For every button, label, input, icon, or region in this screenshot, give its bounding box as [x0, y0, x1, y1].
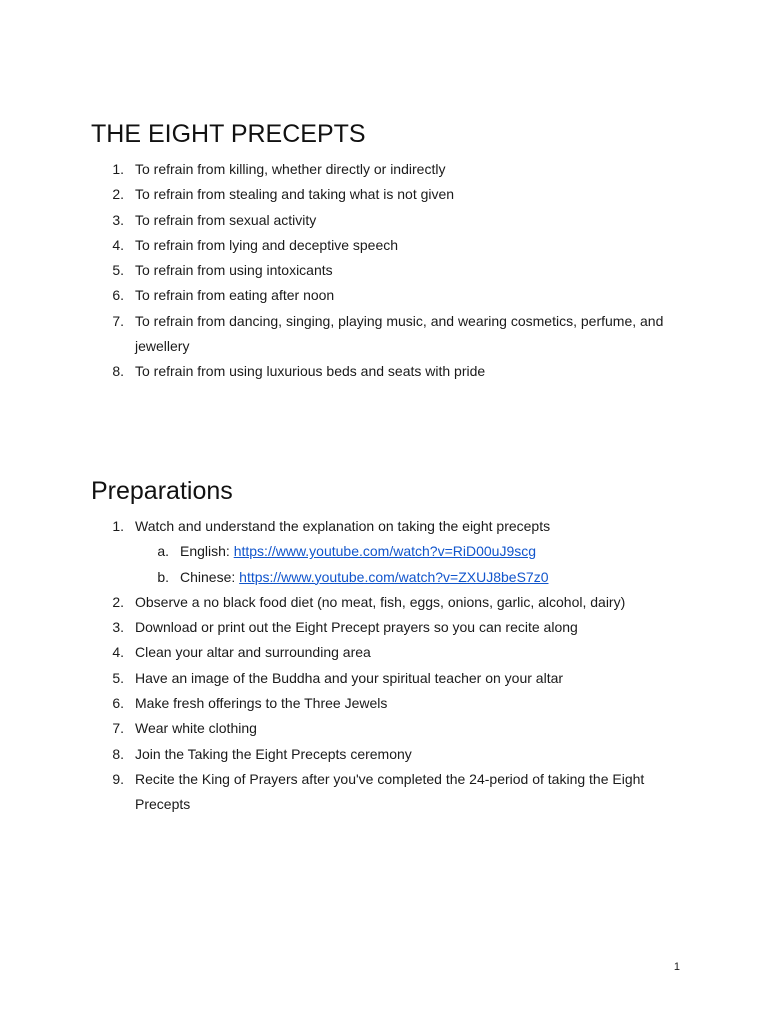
list-number: 2.: [112, 593, 124, 610]
list-item: [0, 742, 768, 767]
list-number: 3.: [112, 211, 124, 228]
list-number: 6.: [112, 287, 124, 304]
list-text: To refrain from eating after noon: [135, 287, 335, 304]
preparations-title: Preparations: [91, 477, 233, 505]
link-label-chinese: Chinese:: [180, 568, 240, 585]
list-number: 4.: [112, 236, 124, 253]
list-item: [0, 157, 768, 182]
list-number: 1.: [112, 518, 124, 534]
list-item: [0, 359, 768, 384]
list-item: [0, 258, 768, 283]
list-item: [0, 767, 768, 818]
precepts-title: THE EIGHT PRECEPTS: [91, 120, 366, 148]
list-number: 7.: [112, 720, 124, 737]
list-number: 7.: [112, 312, 124, 329]
list-item: [0, 208, 768, 233]
list-text: Wear white clothing: [135, 720, 257, 737]
list-text: To refrain from killing, whether directly or indirectly: [135, 161, 446, 177]
list-item: [0, 691, 768, 716]
list-number: 8.: [112, 745, 124, 762]
precepts-list: [0, 157, 768, 385]
list-text: To refrain from using intoxicants: [135, 262, 333, 279]
list-number: 3.: [112, 619, 124, 636]
list-text: Recite the King of Prayers after you've completed the 24-period of taking the Eight Precepts: [135, 770, 645, 813]
page-number: 1: [673, 961, 680, 973]
list-text: Watch and understand the explanation on taking the eight precepts: [135, 518, 551, 534]
sub-list-item: [0, 565, 768, 590]
list-text: To refrain from dancing, singing, playing music, and wearing cosmetics, perfume, and jewellery: [135, 312, 664, 355]
list-item: [0, 514, 768, 590]
preparations-list: [0, 514, 768, 818]
list-number: 2.: [112, 186, 124, 203]
sub-list-letter: a.: [157, 543, 169, 560]
list-number: 5.: [112, 262, 124, 279]
list-text: Make fresh offerings to the Three Jewels: [135, 695, 388, 712]
list-text: Join the Taking the Eight Precepts ceremony: [135, 745, 412, 762]
list-item: [0, 716, 768, 741]
chinese-video-link[interactable]: https://www.youtube.com/watch?v=ZXUJ8beS7z0: [239, 568, 549, 585]
list-number: 5.: [112, 669, 124, 686]
list-item: [0, 283, 768, 308]
list-text: To refrain from using luxurious beds and seats with pride: [135, 363, 486, 380]
list-number: 6.: [112, 695, 124, 712]
list-number: 8.: [112, 363, 124, 380]
list-text: To refrain from sexual activity: [135, 211, 317, 228]
video-links-list: [0, 539, 768, 590]
list-text: To refrain from stealing and taking what is not given: [135, 186, 455, 203]
list-item: [0, 590, 768, 615]
list-item: [0, 640, 768, 665]
list-number: 4.: [112, 644, 124, 661]
list-item: [0, 233, 768, 258]
list-item: [0, 666, 768, 691]
list-text: Download or print out the Eight Precept prayers so you can recite along: [135, 619, 578, 636]
list-text: To refrain from lying and deceptive speech: [135, 236, 399, 253]
list-item: [0, 615, 768, 640]
list-item: [0, 182, 768, 207]
list-number: 1.: [112, 161, 124, 177]
list-number: 9.: [112, 770, 124, 787]
sub-list-letter: b.: [157, 568, 169, 585]
list-text: Observe a no black food diet (no meat, fish, eggs, onions, garlic, alcohol, dairy): [135, 593, 626, 610]
list-text: Clean your altar and surrounding area: [135, 644, 371, 661]
list-item: [0, 309, 768, 360]
list-text: Have an image of the Buddha and your spiritual teacher on your altar: [135, 669, 564, 686]
english-video-link[interactable]: https://www.youtube.com/watch?v=RiD00uJ9scg: [233, 543, 537, 560]
sub-list-item: [0, 539, 768, 564]
link-label-english: English:: [180, 543, 234, 560]
